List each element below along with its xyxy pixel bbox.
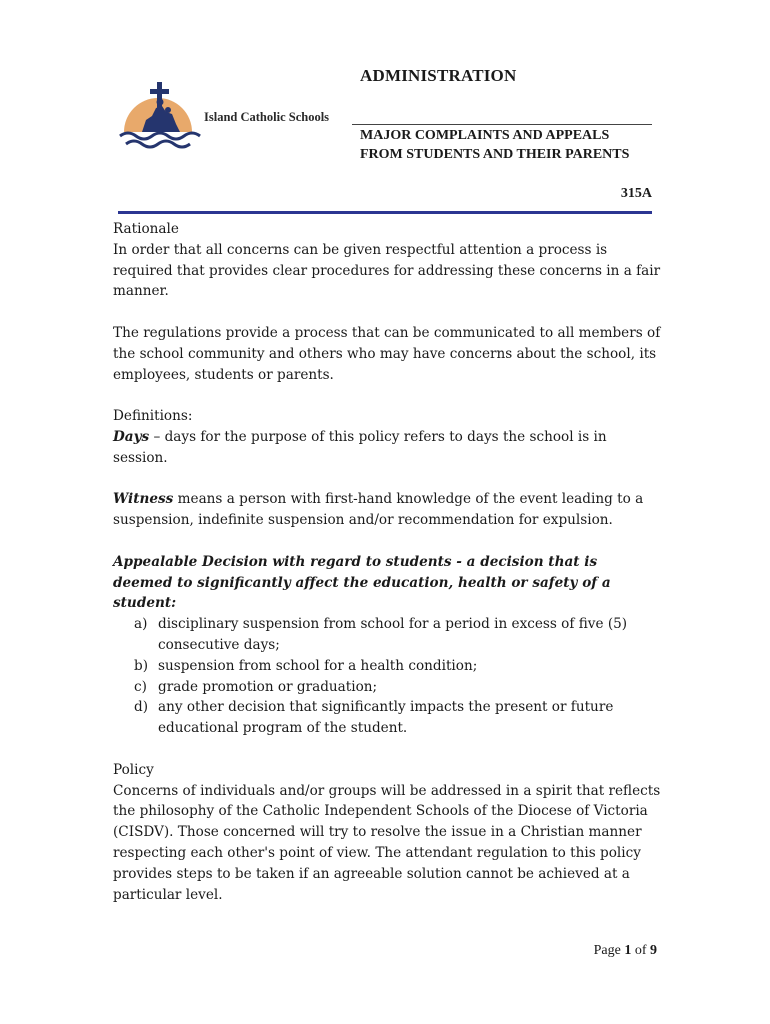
definition-witness xyxy=(113,489,661,531)
school-logo-icon xyxy=(116,80,204,152)
section-title: ADMINISTRATION xyxy=(360,66,517,85)
days-text: – days for the purpose of this policy refers to days the school is in session. xyxy=(113,428,607,466)
policy-paragraph: Concerns of individuals and/or groups will be addressed in a spirit that reflects the philosophy of the Catholic Independent Schools of the Diocese of Victoria (CISDV). Those concerned will try to resolve the issue in a Christian manner respecting each other's point of view. The attendant regulation to this policy provides steps to be taken if an agreeable solution cannot be achieved at a particular level. xyxy=(113,782,661,903)
page-number: 1 xyxy=(624,943,632,958)
page-footer xyxy=(594,943,657,959)
list-marker: b) xyxy=(134,657,149,674)
list-item xyxy=(113,614,661,656)
header-divider xyxy=(352,124,652,125)
witness-text: means a person with first-hand knowledge of the event leading to a suspension, indefinite suspension and/or recommendation for expulsion. xyxy=(113,491,644,529)
section-divider xyxy=(118,211,652,214)
page-label: Page xyxy=(593,943,625,958)
policy-title: MAJOR COMPLAINTS AND APPEALS FROM STUDENTS AND THEIR PARENTS xyxy=(360,128,630,162)
appealable-decision-term: Appealable Decision with regard to students - a decision that is deemed to significantly affect the education, health or safety of a student: xyxy=(113,553,611,612)
days-term: Days xyxy=(113,428,150,445)
appealable-decision-list xyxy=(113,614,661,739)
policy-heading: Policy xyxy=(113,761,154,778)
list-marker: c) xyxy=(134,678,147,695)
definition-days xyxy=(113,427,661,469)
rationale-paragraph-1: In order that all concerns can be given respectful attention a process is required that provides clear procedures for addressing these concerns in a fair manner. xyxy=(113,241,661,300)
list-marker: a) xyxy=(134,616,148,633)
list-item xyxy=(113,656,661,677)
list-marker: d) xyxy=(134,699,149,716)
page-total: 9 xyxy=(650,943,657,958)
definitions-heading: Definitions: xyxy=(113,408,193,425)
list-text: disciplinary suspension from school for a period in excess of five (5) consecutive days; xyxy=(158,616,628,653)
list-text: any other decision that significantly impacts the present or future educational program of the student. xyxy=(158,699,614,737)
witness-term: Witness xyxy=(113,491,174,508)
list-text: grade promotion or graduation; xyxy=(158,678,378,695)
list-item xyxy=(113,677,661,698)
document-body xyxy=(113,219,661,905)
rationale-heading: Rationale xyxy=(113,221,179,237)
list-text: suspension from school for a health condition; xyxy=(158,657,478,674)
list-item xyxy=(113,697,661,739)
rationale-paragraph-2: The regulations provide a process that can be communicated to all members of the school community and others who may have concerns about the school, its employees, students or parents. xyxy=(113,324,661,383)
of-label: of xyxy=(631,943,650,958)
org-name: Island Catholic Schools xyxy=(204,110,330,124)
policy-code: 315A xyxy=(620,186,652,201)
